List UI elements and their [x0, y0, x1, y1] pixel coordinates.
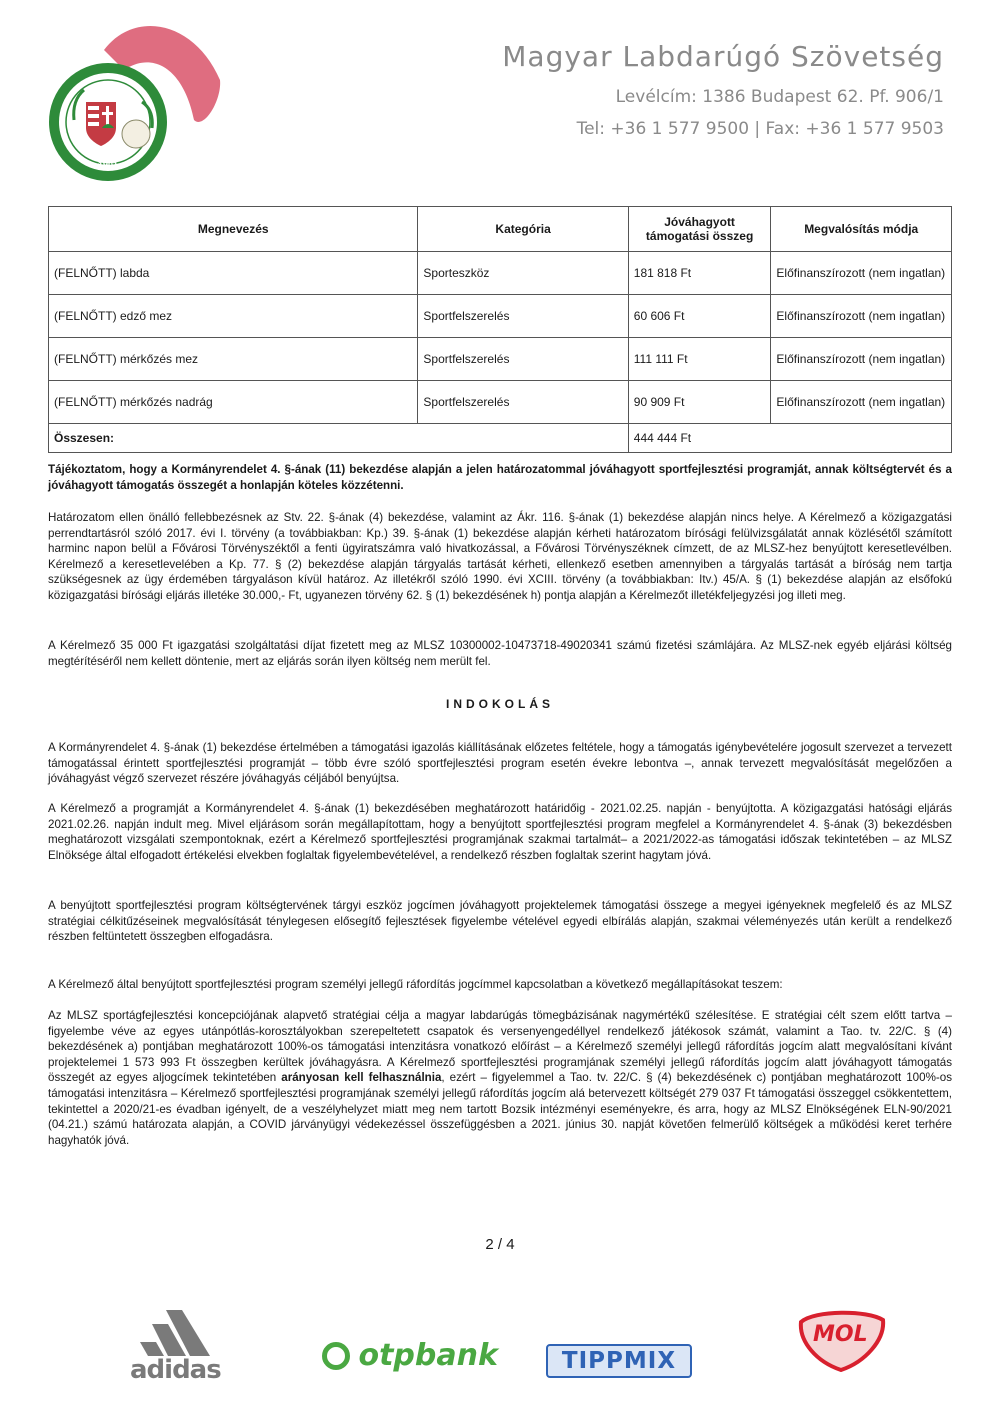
cell-category: Sportfelszerelés — [418, 381, 628, 424]
reasoning-paragraph-4: A Kérelmező által benyújtott sportfejlesztési program személyi jellegű ráfordítás jogcímmel kapcsolatban a következő megállapításokat teszem: — [48, 978, 783, 991]
p8-part-a: Az MLSZ sportágfejlesztési koncepciójának alapvető stratégiai célja a magyar labdarúgás tömegbázisának nagymértékű szélesítése. E stratégiai célt szem előtt tartva – figyelembe véve az egyes utánpótlás-korosztályokban szerepeltetett csapatok és versenyengedéllyel rendelkező játékosok számát, valamint a Tao. tv. 22/C. § (4) bekezdésének a) pontjában meghatározott 100%-os támogatási intenzitásra vonatkozó előírást – a Kérelmező személyi jellegű ráfordítás jogcím alatt megvalósítani kívánt projektelemei 1 573 993 Ft összegben kerültek jóváhagyásra. A Kérelmező sportfejlesztési programjának személyi jellegű ráfordítás jogcím alatt jóváhagyott támogatás összegét az egyes aljogcímek tekintetében — [48, 1009, 952, 1085]
org-header — [502, 40, 944, 139]
reasoning-paragraph-1: A Kormányrendelet 4. §-ának (1) bekezdése értelmében a támogatási igazolás kiállításának előzetes feltétele, hogy a támogatás igénybevételére jogosult szervezet a tervezett támogatással érintett sportfejlesztési programját – több évre szóló sportfejlesztési program esetén évekre lebontva –, annak tervezett megvalósítását megelőzően a jóváhagyást végző szervezet részére jóváhagyás céljából benyújtsa. — [48, 741, 952, 786]
tippmix-wordmark: TIPPMIX — [561, 1348, 677, 1374]
cell-name: (FELNŐTT) mérkőzés nadrág — [49, 381, 418, 424]
table-row — [49, 381, 952, 424]
table-total-row — [49, 424, 952, 453]
reasoning-paragraph-2: A Kérelmező a programját a Kormányrendelet 4. §-ának (1) bekezdésében meghatározott határidőig - 2021.02.25. napján - benyújtotta. A közigazgatási hatósági eljárás 2021.02.26. napján indult meg. Mivel eljárásom során megállapítottam, hogy a benyújtott sportfejlesztési program megfelel a Kormányrendelet 4. §-ának (3) bekezdésben meghatározott vizsgálati szempontoknak, ezért a Kérelmező sportfejlesztési programjának szakmai tartalmát– a 2021/2022-as támogatási időszak tekintetében – az MLSZ Elnöksége által elfogadott értékelési elvekben foglaltak figyelembevételével, a rendelkező részben foglaltak szerint hagytam jóvá. — [48, 802, 952, 862]
cell-category: Sportfelszerelés — [418, 295, 628, 338]
reasoning-paragraph-5 — [48, 1008, 952, 1148]
cell-category: Sporteszköz — [418, 252, 628, 295]
otpbank-logo — [322, 1338, 498, 1378]
adidas-logo — [130, 1310, 230, 1385]
sponsor-bar — [0, 1300, 1000, 1390]
total-value: 444 444 Ft — [628, 424, 951, 453]
adidas-wordmark: adidas — [130, 1355, 221, 1385]
fee-paragraph: A Kérelmező 35 000 Ft igazgatási szolgáltatási díjat fizetett meg az MLSZ 10300002-10473718-49020341 számú fizetési számlájára. Az MLSZ-nek egyéb eljárási költség megtérítéséről nem kellett döntenie, mert az eljárás során ilyen költség nem merült fel. — [48, 639, 952, 668]
cell-method: Előfinanszírozott (nem ingatlan) — [771, 252, 952, 295]
col-header-method: Megvalósítás módja — [771, 207, 952, 252]
table-row — [49, 295, 952, 338]
cell-amount: 111 111 Ft — [628, 338, 771, 381]
table-row — [49, 338, 952, 381]
reasoning-paragraph-3: A benyújtott sportfejlesztési program költségtervének tárgyi eszköz jogcímen jóváhagyott projektelemek támogatási összege a megyei igényeknek megfelelő és az MLSZ stratégiai célkitűzéseinek megvalósítását ténylegesen elősegítő fejlesztések figyelembe vételével egyedi elbírálás alapján, szakmai véleményezés után került a rendelkező részben feltüntetett összegben elfogadásra. — [48, 899, 952, 944]
table-header-row — [49, 207, 952, 252]
section-heading: INDOKOLÁS — [446, 697, 554, 711]
org-address: Levélcím: 1386 Budapest 62. Pf. 906/1 — [615, 87, 944, 107]
cell-method: Előfinanszírozott (nem ingatlan) — [771, 338, 952, 381]
grant-table — [48, 206, 952, 453]
cell-category: Sportfelszerelés — [418, 338, 628, 381]
cell-method: Előfinanszírozott (nem ingatlan) — [771, 381, 952, 424]
page-number: 2 / 4 — [485, 1236, 515, 1253]
otp-icon — [322, 1342, 350, 1370]
table-row — [49, 252, 952, 295]
mlsz-logo — [44, 10, 222, 182]
org-contact: Tel: +36 1 577 9500 | Fax: +36 1 577 9503 — [576, 119, 944, 139]
p8-bold: arányosan kell felhasználnia — [281, 1071, 442, 1085]
col-header-category: Kategória — [418, 207, 628, 252]
appeal-paragraph: Határozatom ellen önálló fellebbezésnek az Stv. 22. §-ának (4) bekezdése, valamint az Ákr. 116. §-ának (1) bekezdése alapján nincs helye. A Kérelmező a közigazgatási perrendtartásról szóló 2017. évi I. törvény (a továbbiakban: Kp.) 39. §-ának (1) bekezdése alapján kérheti határozatom bírósági felülvizsgálatát annak közlésétől számított harminc napon belül a Fővárosi Törvényszéktől a fenti ügyiratszámra való hivatkozással, a Fővárosi Törvényszéknek címzett, de az MLSZ-hez benyújtott keresetlevélben. Kérelmező a keresetlevelében a Kp. 77. § (2) bekezdése alapján tárgyalás tartását kérheti, ellenkező esetben amennyiben a tárgyalás tartását a bíróság nem tartja szükségesnek az ügy érdemében tárgyaláson kívül határoz. Az illetékről szóló 1990. évi XCIII. törvény (a továbbiakban: Itv.) 45/A. § (1) bekezdése alapján az elsőfokú közigazgatási bírósági eljárás illetéke 30.000,- Ft, ugyanezen törvény 62. § (1) bekezdésének h) pontja alapján a Kérelmezőt illetékfeljegyzési jog illeti meg. — [48, 511, 952, 602]
cell-name: (FELNŐTT) mérkőzés mez — [49, 338, 418, 381]
cell-amount: 181 818 Ft — [628, 252, 771, 295]
mol-wordmark: MOL — [813, 1322, 868, 1347]
tippmix-logo — [546, 1344, 692, 1378]
otpbank-wordmark: otpbank — [358, 1338, 498, 1373]
org-name: Magyar Labdarúgó Szövetség — [502, 40, 944, 73]
mol-logo — [795, 1310, 887, 1372]
total-label: Összesen: — [49, 424, 629, 453]
cell-amount: 90 909 Ft — [628, 381, 771, 424]
col-header-amount: Jóváhagyott támogatási összeg — [628, 207, 771, 252]
cell-name: (FELNŐTT) labda — [49, 252, 418, 295]
col-header-name: Megnevezés — [49, 207, 418, 252]
logo-year: 1901 — [98, 160, 119, 170]
publication-notice: Tájékoztatom, hogy a Kormányrendelet 4. §-ának (11) bekezdése alapján a jelen határozatommal jóváhagyott sportfejlesztési programját, annak költségtervét és a jóváhagyott támogatás összegét a honlapján köteles közzétenni. — [48, 463, 952, 492]
p8-part-c: , ezért – figyelemmel a Tao. tv. 22/C. § (4) bekezdésének c) pontjában meghatározott 100%-os támogatási intenzitásra – Kérelmező sportfejlesztési programjának személyi jellegű ráfordítás jogcím alá betervezett költségét 279 037 Ft támogatási összeggel csökkentettem, tekintettel a 2020/21-es évadban igényelt, de a veszélyhelyzet miatt meg nem tartott Bozsik intézményi eseményekre, és arra, hogy az MLSZ Elnökségének ELN-90/2021 (04.21.) számú határozata alapján, a COVID járványügyi védekezéssel összefüggésben a 2021. június 30. napját követően felmerülő költségek a működési keret terhére hagyhatók jóvá. — [48, 1071, 952, 1147]
cell-name: (FELNŐTT) edző mez — [49, 295, 418, 338]
cell-amount: 60 606 Ft — [628, 295, 771, 338]
cell-method: Előfinanszírozott (nem ingatlan) — [771, 295, 952, 338]
